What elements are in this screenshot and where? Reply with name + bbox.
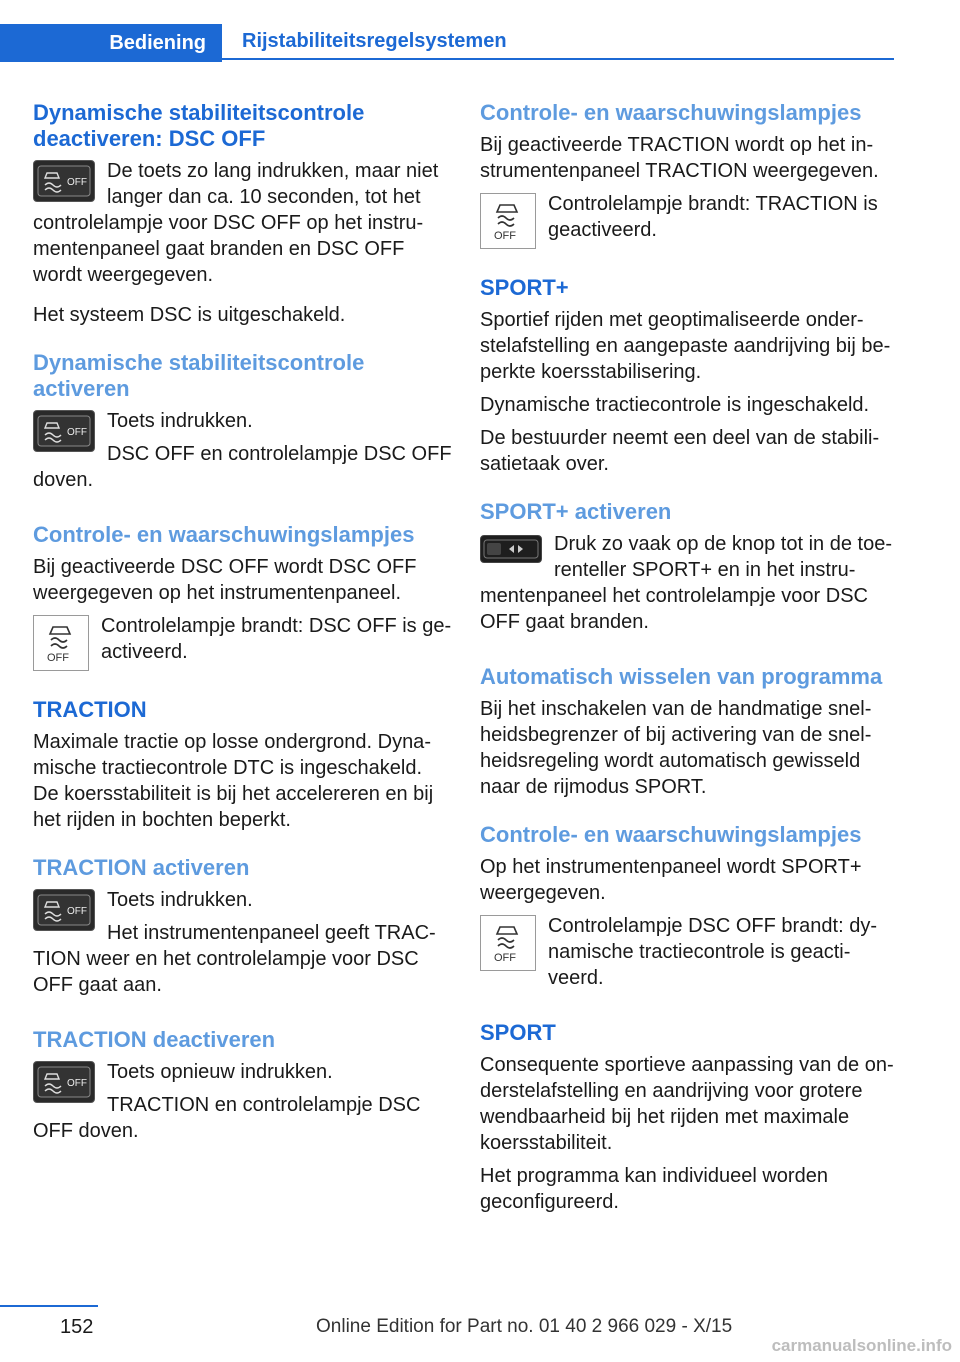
paragraph: Consequente sportieve aanpassing van de onderstelafstelling en aandrijving voor grotere wendbaarheid bij het rijden met maximale koersstabiliteit.: [480, 1054, 894, 1154]
section-sport-plus: [480, 275, 894, 477]
section-traction-lamps: [480, 100, 894, 253]
section-dsc-activate: [33, 350, 453, 500]
left-column: [33, 100, 453, 1173]
paragraph: Sportief rijden met geoptimaliseerde onderstelafstelling en aangepaste aandrijving bij beperkte koersstabilisering.: [480, 309, 891, 383]
paragraph: De toets zo lang indrukken, maar niet langer dan ca. 10 seconden, tot het controlelampje voor DSC OFF op het instrumentenpaneel gaat branden en DSC OFF wordt weergegeven.: [33, 160, 439, 286]
svg-text:OFF: OFF: [67, 177, 87, 188]
paragraph: Bij het inschakelen van de handmatige snelheidsbegrenzer of bij activering van de snelheidsregeling wordt automatisch gewisseld naar de rijmodus SPORT.: [480, 698, 872, 798]
svg-text:OFF: OFF: [494, 230, 516, 242]
section-title: Dynamische stabiliteitscontrole deactiveren: DSC OFF: [33, 100, 365, 151]
icon-block: [33, 158, 453, 295]
section-title: Dynamische stabiliteitscontrole activeren: [33, 350, 365, 401]
section-sport-lamps: [480, 822, 894, 998]
paragraph: Toets indrukken.: [107, 889, 253, 911]
paragraph: Maximale tractie op losse ondergrond. Dynamische tractiecontrole DTC is ingeschakeld. De koersstabiliteit is bij het accelereren en bij het rijden in bochten beperkt.: [33, 731, 434, 831]
section-title: SPORT+: [480, 275, 569, 300]
section-warning-lamps: [33, 522, 453, 675]
section-title: TRACTION: [33, 697, 147, 722]
section-title: Controle- en waarschuwingslampjes: [480, 100, 862, 125]
paragraph: Op het instrumentenpaneel wordt SPORT+ weergegeven.: [480, 856, 862, 904]
paragraph: Controlelampje DSC OFF brandt: dynamische tractiecontrole is geactiveerd.: [548, 915, 878, 989]
icon-block: [33, 408, 453, 500]
paragraph: Het systeem DSC is uitgeschakeld.: [33, 304, 346, 326]
footer-rule: [0, 1305, 98, 1307]
drive-mode-switch-icon: [480, 535, 542, 563]
dsc-off-button-icon: [33, 160, 95, 202]
paragraph: Toets indrukken.: [107, 410, 253, 432]
icon-block: [480, 531, 894, 642]
section-title: Controle- en waarschuwingslampjes: [33, 522, 415, 547]
dsc-off-lamp-icon: [33, 615, 89, 671]
paragraph: Toets opnieuw indrukken.: [107, 1061, 333, 1083]
svg-text:OFF: OFF: [67, 1078, 87, 1089]
paragraph: Bij geactiveerde TRACTION wordt op het instrumentenpaneel TRACTION weergegeven.: [480, 134, 879, 182]
tab-bediening[interactable]: Bediening: [0, 24, 222, 62]
paragraph: Het programma kan individueel worden geconfigureerd.: [480, 1165, 828, 1213]
icon-block: [33, 613, 453, 675]
dsc-off-button-icon: [33, 889, 95, 931]
paragraph: De bestuurder neemt een deel van de stabilisatietaak over.: [480, 427, 880, 475]
section-title: TRACTION deactiveren: [33, 1027, 276, 1052]
section-title: Controle- en waarschuwingslampjes: [480, 822, 862, 847]
section-title: Automatisch wisselen van programma: [480, 664, 883, 689]
page-number: 152: [60, 1316, 94, 1338]
section-traction-deactivate: [33, 1027, 453, 1151]
paragraph: Controlelampje brandt: DSC OFF is geactiveerd.: [101, 615, 452, 663]
section-traction-activate: [33, 855, 453, 1005]
icon-block: [480, 191, 894, 253]
dsc-off-lamp-icon: [480, 193, 536, 249]
section-title: SPORT: [480, 1020, 556, 1045]
section-traction: [33, 697, 453, 833]
watermark: carmanualsonline.info: [771, 1336, 952, 1355]
section-title: SPORT+ activeren: [480, 499, 672, 524]
section-title: TRACTION activeren: [33, 855, 250, 880]
svg-text:OFF: OFF: [67, 906, 87, 917]
dsc-off-lamp-icon: [480, 915, 536, 971]
paragraph: DSC OFF en controlelampje DSC OFF doven.: [33, 443, 452, 491]
right-column: [480, 100, 894, 1237]
section-sport: [480, 1020, 894, 1215]
paragraph: Het instrumentenpaneel geeft TRACTION weer en het controlelampje voor DSC OFF gaat aan.: [33, 922, 436, 996]
section-dsc-off-deactivate: [33, 100, 453, 328]
dsc-off-button-icon: [33, 410, 95, 452]
icon-block: [480, 913, 894, 998]
dsc-off-button-icon: [33, 1061, 95, 1103]
svg-text:OFF: OFF: [67, 427, 87, 438]
header-tabs: [0, 24, 960, 62]
tab-rijstabiliteitsregelsystemen[interactable]: Rijstabiliteitsregelsystemen: [222, 24, 894, 60]
section-sport-plus-activate: [480, 499, 894, 642]
icon-block: [33, 1059, 453, 1151]
paragraph: Bij geactiveerde DSC OFF wordt DSC OFF weergegeven op het instrumentenpaneel.: [33, 556, 417, 604]
edition-text: Online Edition for Part no. 01 40 2 966 029 - X/15: [316, 1316, 733, 1337]
svg-text:OFF: OFF: [47, 652, 69, 664]
icon-block: [33, 887, 453, 1005]
section-auto-switch: [480, 664, 894, 800]
svg-text:OFF: OFF: [494, 952, 516, 964]
paragraph: TRACTION en controlelampje DSC OFF doven.: [33, 1094, 421, 1142]
paragraph: Druk zo vaak op de knop tot in de toerenteller SPORT+ en in het instrumentenpaneel het controlelampje voor DSC OFF gaat branden.: [480, 533, 892, 633]
paragraph: Dynamische tractiecontrole is ingeschakeld.: [480, 394, 870, 416]
paragraph: Controlelampje brandt: TRACTION is geactiveerd.: [548, 193, 878, 241]
